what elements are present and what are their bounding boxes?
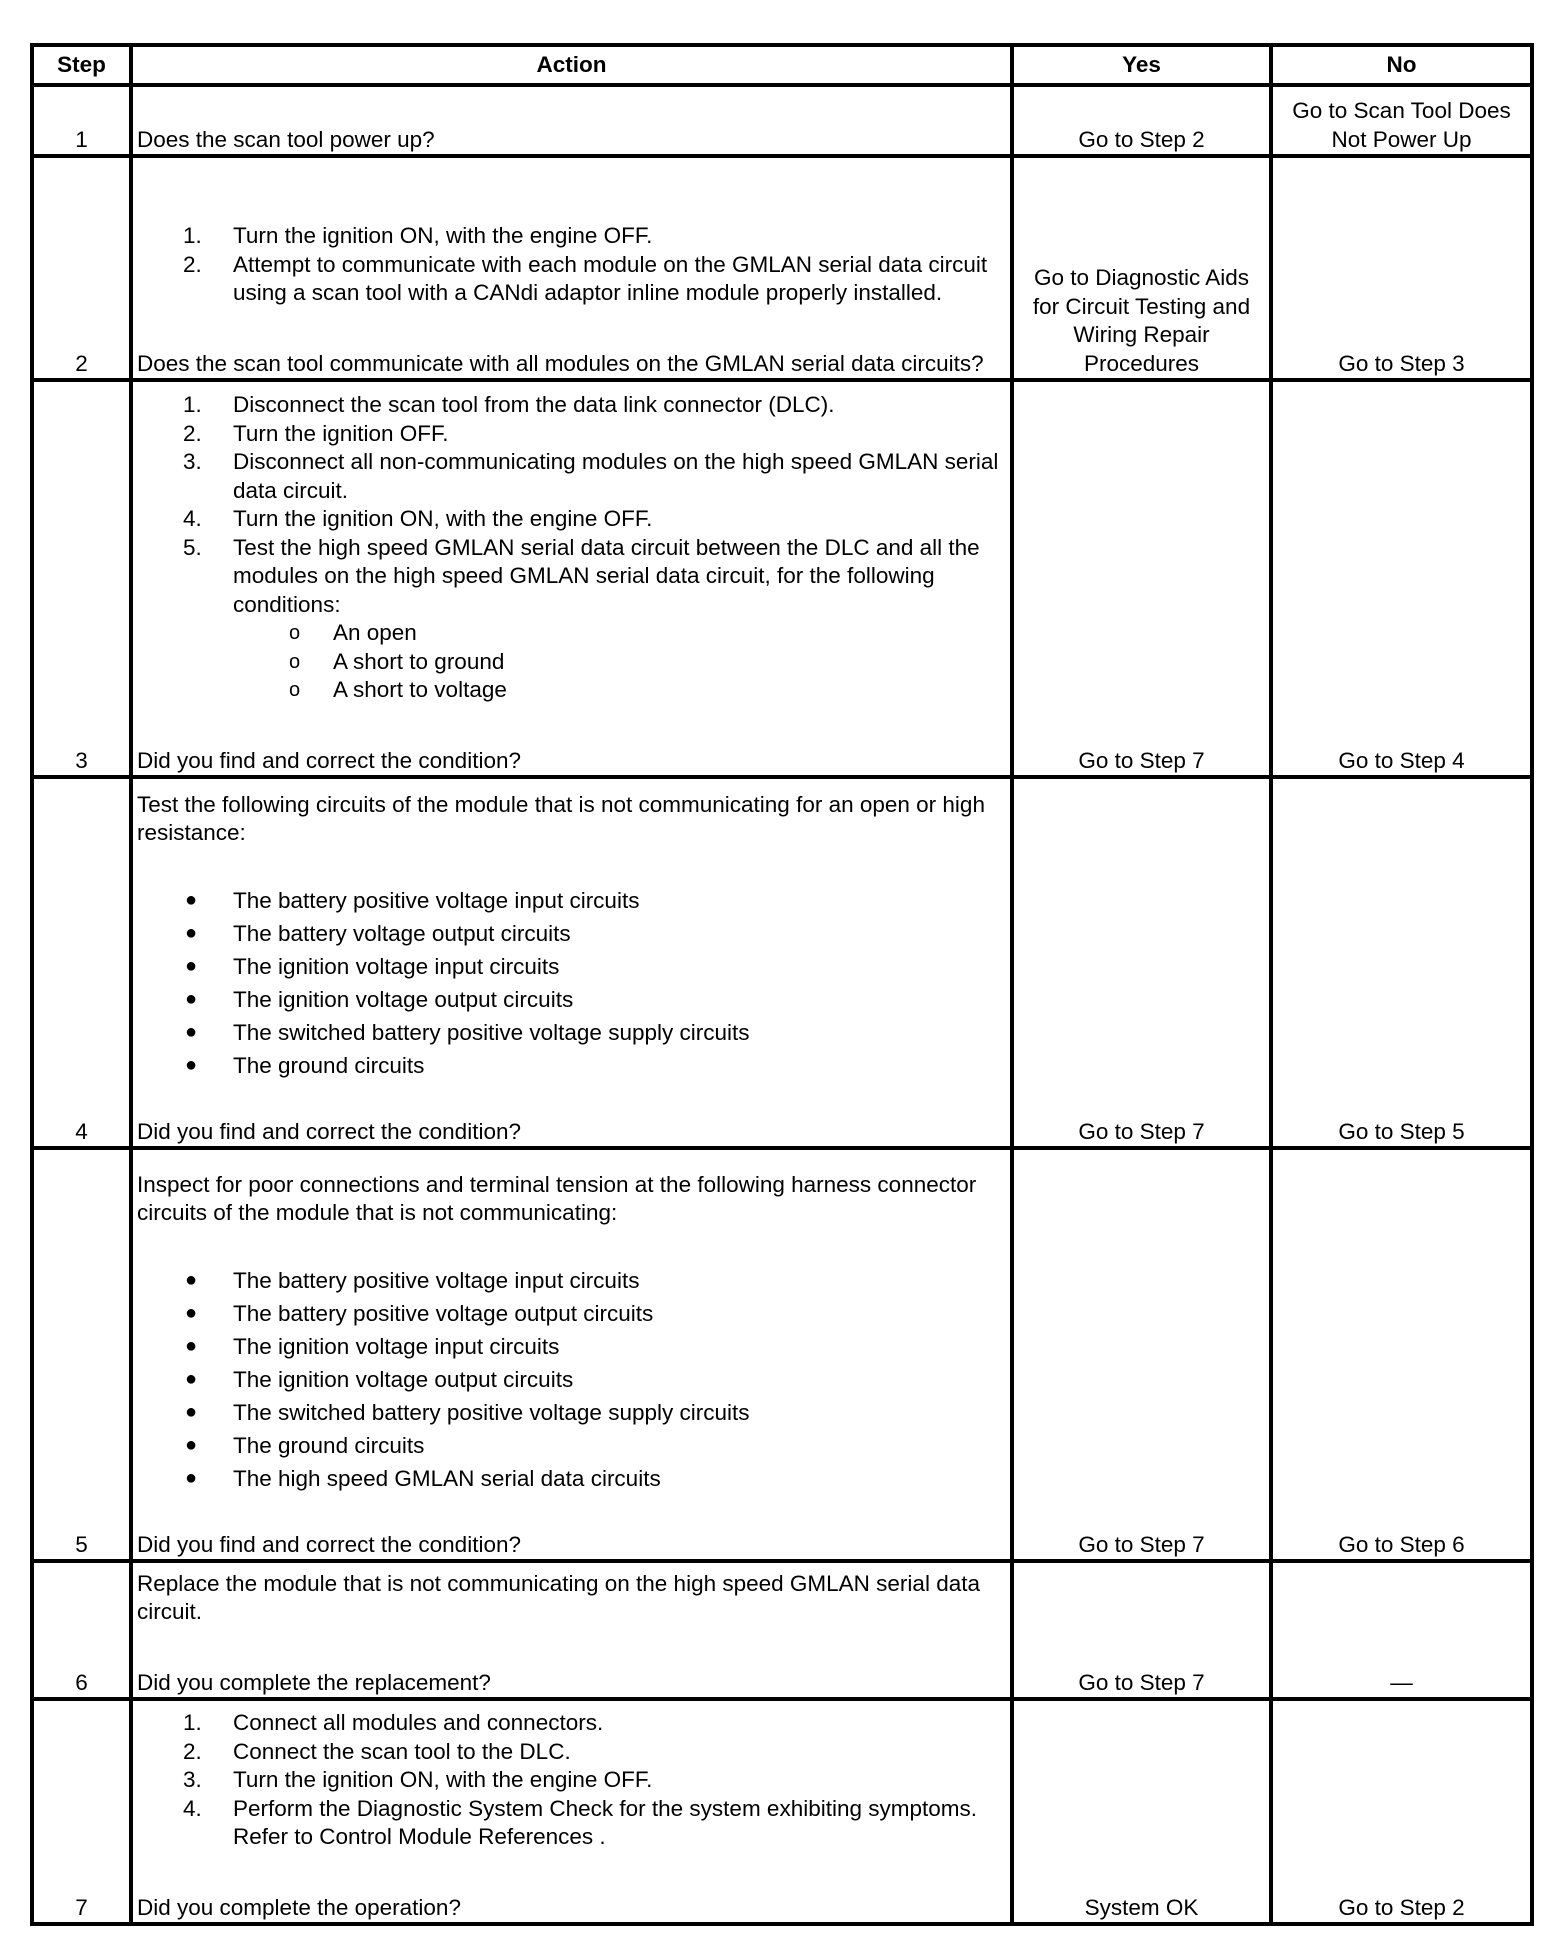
list-item (137, 534, 1006, 620)
no-cell[interactable]: Go to Step 4 (1271, 380, 1532, 777)
no-cell[interactable]: Go to Step 2 (1271, 1699, 1532, 1924)
list-number: 4. (183, 506, 202, 531)
list-number: 5. (183, 534, 202, 560)
action-cell (131, 1148, 1012, 1561)
list-item (137, 448, 1006, 505)
no-cell: — (1271, 1561, 1532, 1699)
no-cell[interactable]: Go to Step 5 (1271, 777, 1532, 1148)
list-item (137, 1795, 1006, 1852)
table-row (32, 777, 1532, 1148)
circle-bullet-icon: o (289, 679, 301, 701)
list-item (137, 619, 1006, 648)
bullet-icon: ● (185, 921, 198, 944)
step-number: 1 (32, 85, 131, 156)
list-item-text: The ignition voltage output circuits (233, 986, 574, 1012)
bullet-icon: ● (185, 888, 198, 911)
list-item-text: The battery positive voltage output circuits (233, 1300, 654, 1326)
table-row (32, 1699, 1532, 1924)
header-no: No (1271, 45, 1532, 85)
step-intro: Test the following circuits of the module that is not communicating for an open or high resistance: (137, 791, 985, 845)
step-number: 6 (32, 1561, 131, 1699)
list-number: 2. (183, 251, 202, 277)
bullet-icon: ● (185, 1433, 198, 1456)
list-item (137, 884, 1006, 917)
table-row (32, 1561, 1532, 1699)
list-item (137, 222, 1006, 251)
list-item (137, 1766, 1006, 1795)
bullet-icon: ● (185, 954, 198, 977)
list-item-text: The high speed GMLAN serial data circuits (233, 1465, 661, 1491)
list-item-text: The ground circuits (233, 1432, 425, 1458)
no-cell[interactable]: Go to Scan Tool Does Not Power Up (1271, 85, 1532, 156)
header-action: Action (131, 45, 1012, 85)
list-item (137, 1396, 1006, 1429)
list-item-text: Turn the ignition ON, with the engine OFF. (233, 223, 653, 248)
step-question: Did you find and correct the condition? (137, 1531, 521, 1557)
numbered-list (137, 1709, 1006, 1852)
list-item-text: Turn the ignition ON, with the engine OFF. (233, 506, 653, 531)
step-intro: Replace the module that is not communicating on the high speed GMLAN serial data circuit. (137, 1570, 980, 1624)
list-item (137, 1330, 1006, 1363)
yes-cell[interactable]: System OK (1012, 1699, 1271, 1924)
list-item (137, 1709, 1006, 1738)
bullet-icon: ● (185, 987, 198, 1010)
list-number: 1. (183, 223, 202, 248)
step-number: 7 (32, 1699, 131, 1924)
list-item (137, 1016, 1006, 1049)
list-item-text: The battery positive voltage input circuits (233, 1267, 640, 1293)
table-row (32, 85, 1532, 156)
numbered-list (137, 222, 1006, 308)
action-cell (131, 156, 1012, 380)
action-cell (131, 777, 1012, 1148)
list-number: 2. (183, 420, 202, 446)
list-item-text: The battery positive voltage input circuits (233, 887, 640, 913)
step-number: 2 (32, 156, 131, 380)
numbered-list (137, 391, 1006, 619)
list-number: 2. (183, 1738, 202, 1764)
list-item-text: Test the high speed GMLAN serial data circuit between the DLC and all the modules on the high speed GMLAN serial data circuit, for the following conditions: (233, 534, 980, 617)
bullet-icon: ● (185, 1400, 198, 1423)
step-intro: Inspect for poor connections and terminal tension at the following harness connector circuits of the module that is not communicating: (137, 1171, 977, 1225)
list-item (137, 1049, 1006, 1082)
header-step: Step (32, 45, 131, 85)
list-number: 1. (183, 1710, 202, 1735)
action-cell (131, 85, 1012, 156)
bullet-icon: ● (185, 1334, 198, 1357)
list-item-text: Disconnect the scan tool from the data link connector (DLC). (233, 392, 835, 417)
list-item-text: Turn the ignition ON, with the engine OFF. (233, 1767, 653, 1792)
list-item-text: Turn the ignition OFF. (233, 420, 449, 446)
list-item-text: Disconnect all non-communicating modules on the high speed GMLAN serial data circuit. (233, 449, 999, 503)
list-number: 1. (183, 392, 202, 417)
list-item (137, 391, 1006, 420)
list-item (137, 648, 1006, 677)
yes-cell[interactable]: Go to Step 7 (1012, 1561, 1271, 1699)
list-number: 3. (183, 1767, 202, 1792)
circle-bullet-icon: o (289, 622, 301, 644)
bullet-icon: ● (185, 1020, 198, 1043)
list-item (137, 420, 1006, 449)
no-cell[interactable]: Go to Step 3 (1271, 156, 1532, 380)
list-item (137, 1462, 1006, 1495)
step-question: Does the scan tool power up? (137, 126, 435, 152)
list-item-text: A short to ground (333, 648, 505, 674)
list-number: 4. (183, 1795, 202, 1821)
bullet-icon: ● (185, 1301, 198, 1324)
list-item-text: A short to voltage (333, 677, 507, 702)
step-question: Did you complete the replacement? (137, 1669, 491, 1695)
bullet-icon: ● (185, 1268, 198, 1291)
table-row (32, 1148, 1532, 1561)
action-cell (131, 380, 1012, 777)
step-number: 4 (32, 777, 131, 1148)
list-number: 3. (183, 449, 202, 474)
table-header-row (32, 45, 1532, 85)
yes-cell[interactable]: Go to Step 7 (1012, 1148, 1271, 1561)
list-item-text: The ignition voltage output circuits (233, 1366, 574, 1392)
list-item (137, 1264, 1006, 1297)
list-item (137, 1738, 1006, 1767)
list-item (137, 251, 1006, 308)
step-question: Did you complete the operation? (137, 1894, 461, 1920)
bullet-icon: ● (185, 1053, 198, 1076)
bullet-icon: ● (185, 1466, 198, 1489)
list-item-text: The ground circuits (233, 1052, 425, 1078)
table-row (32, 380, 1532, 777)
yes-cell[interactable]: Go to Step 7 (1012, 777, 1271, 1148)
list-item (137, 983, 1006, 1016)
list-item-text: An open (333, 620, 417, 645)
list-item (137, 676, 1006, 705)
list-item-text: The battery voltage output circuits (233, 920, 571, 946)
circuit-list (137, 1264, 1006, 1495)
action-cell (131, 1561, 1012, 1699)
list-item-text: Perform the Diagnostic System Check for the system exhibiting symptoms. Refer to Control Module References . (233, 1795, 978, 1849)
list-item-text: Connect the scan tool to the DLC. (233, 1738, 571, 1764)
table-row (32, 156, 1532, 380)
list-item (137, 1297, 1006, 1330)
list-item-text: Attempt to communicate with each module on the GMLAN serial data circuit using a scan tool with a CANdi adaptor inline module properly installed. (233, 251, 988, 305)
circuit-list (137, 884, 1006, 1082)
step-number: 5 (32, 1148, 131, 1561)
list-item-text: The switched battery positive voltage supply circuits (233, 1019, 750, 1045)
header-yes: Yes (1012, 45, 1271, 85)
yes-cell[interactable]: Go to Step 2 (1012, 85, 1271, 156)
condition-list (137, 619, 1006, 705)
list-item-text: The switched battery positive voltage supply circuits (233, 1399, 750, 1425)
list-item (137, 1363, 1006, 1396)
yes-cell[interactable]: Go to Step 7 (1012, 380, 1271, 777)
step-question: Did you find and correct the condition? (137, 747, 521, 773)
circle-bullet-icon: o (289, 650, 301, 673)
list-item-text: The ignition voltage input circuits (233, 1333, 560, 1359)
list-item (137, 1429, 1006, 1462)
list-item-text: The ignition voltage input circuits (233, 953, 560, 979)
diagnostic-table (30, 43, 1534, 1926)
list-item (137, 917, 1006, 950)
step-question: Did you find and correct the condition? (137, 1118, 521, 1144)
yes-cell[interactable]: Go to Diagnostic Aids for Circuit Testing and Wiring Repair Procedures (1012, 156, 1271, 380)
step-question: Does the scan tool communicate with all modules on the GMLAN serial data circuits? (137, 350, 984, 376)
step-number: 3 (32, 380, 131, 777)
list-item-text: Connect all modules and connectors. (233, 1710, 604, 1735)
bullet-icon: ● (185, 1367, 198, 1390)
list-item (137, 505, 1006, 534)
action-cell (131, 1699, 1012, 1924)
no-cell[interactable]: Go to Step 6 (1271, 1148, 1532, 1561)
list-item (137, 950, 1006, 983)
